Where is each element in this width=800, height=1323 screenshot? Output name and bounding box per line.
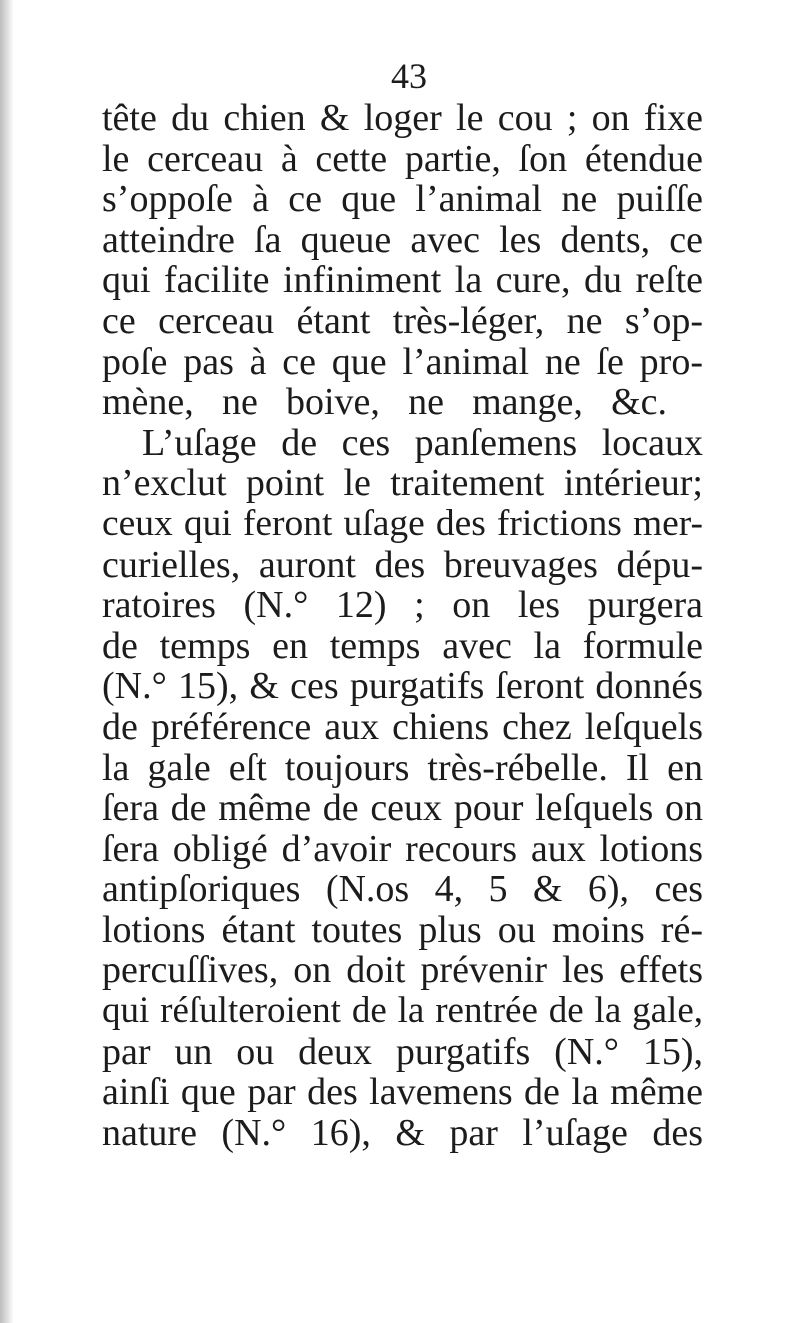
- text-line: nature (N.° 16), & par l’uſage des: [102, 1111, 703, 1154]
- text-line: de préférence aux chiens chez leſquels: [102, 705, 703, 748]
- text-line: ceux qui feront uſage des frictions mer-: [102, 502, 703, 544]
- text-line: n’exclut point le traitement intérieur;: [102, 462, 703, 505]
- text-line: ce cerceau étant très-léger, ne s’op-: [102, 299, 703, 342]
- text-line: poſe pas à ce que l’animal ne ſe pro-: [102, 340, 703, 383]
- text-line: qui facilite infiniment la cure, du reſte: [102, 259, 703, 302]
- page-number: 43: [391, 56, 427, 96]
- text-line: le cerceau à cette partie, ſon étendue: [102, 137, 703, 180]
- text-line: tête du chien & loger le cou ; on fixe: [102, 97, 703, 139]
- text-line: ſera obligé d’avoir recours aux lotions: [102, 827, 703, 870]
- text-line: antipſoriques (N.os 4, 5 & 6), ces: [102, 868, 703, 911]
- text-line: ainſi que par des lavemens de la même: [102, 1071, 703, 1114]
- text-line: curielles, auront des breuvages dépu-: [102, 543, 703, 586]
- text-line: mène, ne boive, ne mange, &c.: [102, 381, 667, 424]
- text-line: ſera de même de ceux pour leſquels on: [102, 787, 703, 830]
- text-line: percuſſives, on doit prévenir les effets: [102, 949, 703, 992]
- body-text: [102, 98, 703, 1153]
- text-line: atteindre ſa queue avec les dents, ce: [102, 218, 703, 261]
- page-edge-shadow: [0, 0, 14, 1323]
- text-line: de temps en temps avec la formule: [102, 624, 703, 667]
- text-line: par un ou deux purgatifs (N.° 15),: [102, 1030, 703, 1073]
- text-line: la gale eſt toujours très-rébelle. Il en: [102, 746, 703, 789]
- text-line: (N.° 15), & ces purgatifs ſeront donnés: [102, 665, 703, 708]
- text-line: qui réſulteroient de la rentrée de la gale,: [102, 990, 703, 1032]
- text-line: ratoires (N.° 12) ; on les purgera: [102, 584, 703, 627]
- text-line: lotions étant toutes plus ou moins ré-: [102, 908, 703, 951]
- text-line: s’oppoſe à ce que l’animal ne puiſſe: [102, 178, 703, 221]
- text-line: L’uſage de ces panſemens locaux: [142, 421, 703, 464]
